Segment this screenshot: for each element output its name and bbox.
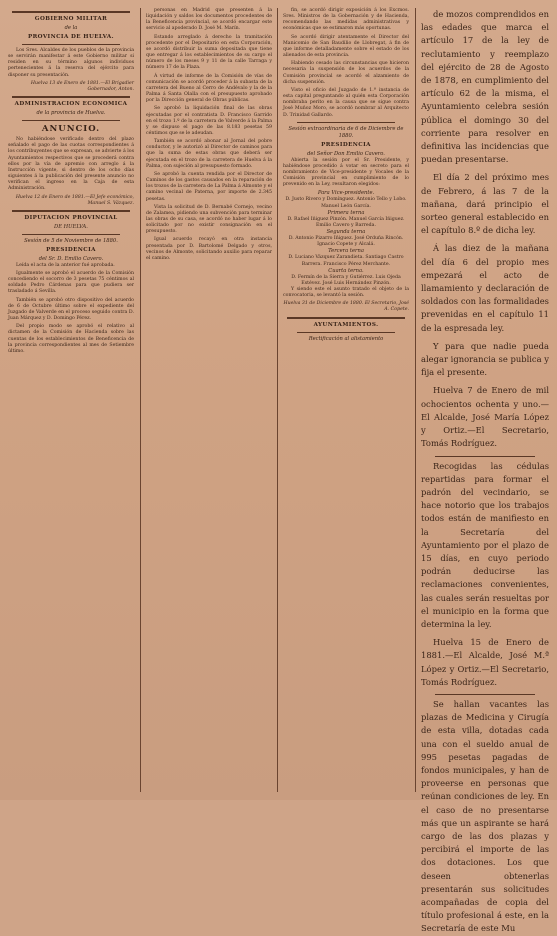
paragraph: personas en Madrid que presenten á la liquidación y saldos los documentos procedentes de la Beneficencia provincial, se acordó encargar este servicio al apoderado D. José M. Marín.	[146, 8, 272, 32]
gobierno-militar-heading: GOBIERNO MILITAR	[34, 16, 108, 22]
primera-terna-heading: Primera terna	[327, 209, 365, 216]
paragraph: Huelva 7 de Enero de mil ochocientos ochenta y uno.—El Alcalde, José María López y Ortiz.—El Secretario, Tomás Rodríguez.	[421, 385, 549, 449]
section-rule	[297, 122, 395, 123]
ayuntamientos-heading: AYUNTAMIENTOS.	[313, 321, 379, 328]
presidencia-sub: del Señor Don Emilio Cavero.	[307, 150, 385, 157]
paragraph: Abierta la sesión por el Sr. Presidente, y habiéndose procedido á votar en secreto para el nombramiento de Vice-presidente y Vocales de la Comisión provincial en cumplimiento de lo prevenido en la Ley, resultaron elegidos:	[283, 157, 409, 188]
paragraph: Y para que nadie pueda alegar ignorancia se publica y fija el presente.	[421, 340, 550, 378]
primera-names: D. Rafael Iñiguez Pinzón. Manuel García Iñiguez. Emilio Cavero y Barreda.	[287, 216, 405, 228]
paragraph: Visto el oficio del Juzgado de 1.ª instancia de esta capital preguntando al quién esta Corporación nombraba perito en la causa que se sigue contra José Muñoz Moro, se acordó nombrar al Arquitecto D. Trinidad Gallardo.	[283, 87, 409, 118]
column-2	[146, 8, 272, 792]
column-4	[421, 8, 550, 934]
section-rule	[435, 456, 535, 457]
section-rule	[435, 694, 535, 695]
paragraph: Recogidas las cédulas repartidas para formar el padrón del vecindario, se hace notorio que los trabajos todos están de manifiesto en la Secretaría del Ayuntamiento por el plazo de 15 días, en cuyo periodo podrán deducirse las reclamaciones convenientes, las cuales serán resueltas por el municipio en la forma que determina la ley.	[421, 460, 549, 629]
section-rule	[12, 96, 130, 98]
paragraph: Se acordó dirigir atentamente el Director del Manicomio de San Baudilio de Llobregat, á fin de que informe detalladamente sobre el estado de los alienados de esta provincia.	[283, 34, 409, 59]
administracion-heading: ADMINISTRACION ECONOMICA	[14, 101, 128, 108]
section-rule	[12, 210, 130, 212]
signature: Huelva 31 de Diciembre de 1880. El Secretario, José A. Copete.	[283, 301, 409, 313]
gobierno-militar-province: PROVINCIA DE HUELVA.	[27, 34, 114, 40]
segunda-names: D. Antonio Pizarro Iñiguez. José Orduña Rincón. Ignacio Copete y Alcalá.	[288, 236, 404, 248]
sesion-paragraph: Igualmente se aprobó el acuerdo de la Comisión concediendo el socorro de 3 pesetas 75 céntimos al soldado Pedro Cárdenas para que pudiera ser trasladado á Sevilla.	[8, 270, 134, 295]
presidencia-heading: PRESIDENCIA	[321, 141, 371, 148]
sesion-presidente: del Sr. D. Emilio Cavero.	[38, 255, 104, 262]
paragraph: Á virtud de informe de la Comisión de vías de comunicación se acordó proceder á la subasta de la carretera del Bueno al Cerro de Andévalo y la de la Palma á Santa Olalla con el presupuesto aprobado por la Dirección general de Obras públicas.	[146, 73, 272, 104]
paragraph: Y siendo este el asunto tratado el objeto de la convocatoria, se levantó la sesión.	[283, 287, 409, 299]
column-1	[8, 8, 134, 792]
paragraph: Habiendo cesado las circunstancias que hicieron necesaria la suspensión de los acuerdos de la Comisión provincial se acordó el alzamiento de dicha suspensión.	[283, 61, 409, 85]
sesion-paragraph: Del propio modo se aprobó el relativo al dictamen de la Comisión de Hacienda sobre las cuentas de los establecimientos de Beneficencia de la provincia correspondientes al mes de Setiembre último.	[8, 324, 134, 354]
gobierno-militar-sub: de la	[64, 25, 78, 31]
section-rule	[12, 11, 130, 13]
section-rule	[22, 120, 120, 121]
ayuntamientos-sub: Rectificación al alistamiento	[308, 335, 384, 342]
cuarta-terna-heading: Cuarta terna.	[328, 267, 364, 274]
diputacion-sub: DE HUELVA.	[54, 223, 88, 230]
paragraph: de mozos comprendidos en las edades que marca el artículo 17 de la ley de reclutamiento y reemplazo del ejército de 28 de Agosto de 1878, en cumplimiento del artículo 62 de la misma, el Ayuntamiento celebra sesión pública el domingo 30 del corriente para resolver en definitiva las incidencias que puedan presentarse.	[421, 9, 549, 165]
paragraph: El día 2 del próximo mes de Febrero, á las 7 de la mañana, dará principio el sorteo general establecido en el capítulo 8.º de dicha ley.	[421, 172, 549, 236]
sesion-presidencia: PRESIDENCIA	[46, 246, 96, 253]
anuncio-body: No habiéndose verificado dentro del plazo señalado el pago de las cuotas correspondientes á los contribuyentes que se expresan, se advierte á los Ayuntamientos respectivos que se procederá contra ellos por la vía de apremio con arreglo á la Instrucción vigente, si dentro de los ocho días siguientes á la publicación del presente anuncio no verifican el ingreso en la Caja de esta Administración.	[8, 137, 134, 192]
column-divider	[415, 8, 416, 792]
section-rule	[297, 332, 395, 333]
paragraph: fin, se acordó dirigir exposición á los Excmos. Sres. Ministros de la Gobernación y de Hacienda, recomendando las medidas administrativas y económicas que se estimaron más oportunas.	[283, 8, 409, 32]
paragraph: Igual acuerdo recayó en otra instancia presentada por D. Bartolomé Delgado y otros, vecinos de Almonte, solicitando auxilio para reparar el camino.	[146, 237, 272, 261]
diputacion-heading: DIPUTACION PROVINCIAL	[24, 214, 118, 221]
gobierno-date: Huelva 13 de Enero de 1881.—El Brigadier Gobernador, Anton.	[30, 80, 134, 92]
section-rule	[22, 234, 120, 235]
paragraph: Huelva 15 de Enero de 1881.—El Alcalde, José M.ª López y Ortiz.—El Secretario, Tomás Rodríguez.	[421, 637, 549, 687]
paragraph: Se aprobó la liquidación final de las obras ejecutadas por el contratista D. Francisco Garrido en el trozo 1.º de la carretera de Valverde á la Palma y se dispuso el pago de las 8.183 pesetas 59 céntimos que se le adeudan.	[146, 106, 272, 136]
vice-names: D. Justo Rivero y Domínguez. Antonio Tello y Lobo. Manuel León García.	[285, 197, 407, 209]
paragraph: Se hallan vacantes las plazas de Medicina y Cirugía de esta villa, dotadas cada una con el sueldo anual de 995 pesetas pagadas de fondos municipales, y han de proveerse en personas que reúnan condiciones de ley. En el caso de no presentarse más que un aspirante se hará cargo de las dos plazas y percibirá el importe de las dos dotaciones. Los que deseen obtenerlas presentarán sus solicitudes acompañadas de copia del título profesional á este, en la Secretaría de este Mu	[421, 698, 549, 934]
column-divider	[277, 8, 278, 792]
paragraph: Se aprobó la cuenta rendida por el Director de Caminos de los gastos causados en la reparación de los trozos de la carretera de La Palma á Almonte y el camino vecinal de Paterna, por importe de 2.345 pesetas.	[146, 171, 272, 202]
vice-presidente-heading: Para Vice-presidente.	[317, 190, 375, 197]
anuncio-date: Huelva 12 de Enero de 1881.—El Jefe económico, Manuel S. Vázquez.	[15, 194, 134, 206]
column-3	[283, 8, 409, 792]
gobierno-body: Los Sres. Alcaldes de los pueblos de la provincia se servirán manifestar á este Gobierno militar si residen en su término algunos individuos pertenecientes á la reserva del ejército para disponer su presentación.	[8, 48, 134, 78]
paragraph: Vista la solicitud de D. Bernabé Cornejo, vecino de Zalamea, pidiendo una subvención para terminar las obras de su casa, se acordó no haber lugar á lo solicitado por no existir consignación en el presupuesto.	[146, 204, 272, 235]
section-rule	[287, 317, 405, 319]
segunda-terna-heading: Segunda terna	[326, 229, 366, 236]
sesion-title: Sesión de 5 de Noviembre de 1880.	[24, 237, 118, 244]
paragraph: Estando arreglado á derecho la tramitación procedente por el Depositario en esta Corporación, se acordó distribuir la suma depositada que tiene que entregar á los establecimientos de su cargo el número de los meses 9 y 11 de la calle Tarraga y número 17 de la Plaza.	[146, 34, 272, 71]
sesion-paragraph: También se aprobó otro dispositivo del acuerdo de 6 de Octubre último sobre el expediente del Juzgado de Valverde en el proceso seguido contra D. Juan Márquez y D. Domingo Pérez.	[8, 297, 134, 322]
paragraph: Á las diez de la mañana del día 6 del propio mes empezará el acto de llamamiento y declaración de soldados con las formalidades prevenidas en el capítulo 11 de la espresada ley.	[421, 243, 549, 333]
sesion-extraordinaria-title: Sesión extraordinaria de 6 de Diciembre de 1880.	[288, 125, 404, 139]
administracion-sub: de la provincia de Huelva.	[36, 110, 106, 117]
section-rule	[22, 44, 120, 45]
column-divider	[140, 8, 141, 792]
tercera-names: D. Luciano Vázquez Zarandieta. Santiago Castro Barrera. Francisco Pérez Merchante.	[288, 255, 404, 267]
tercera-terna-heading: Tercera terna	[328, 248, 364, 255]
anuncio-heading: ANUNCIO.	[41, 124, 101, 135]
sesion-paragraph: Leída el acta de la anterior fué aprobada.	[16, 262, 115, 268]
cuarta-names: D. Fermín de la Sierra y Gutiérrez. Luis Ojeda Estévez. José Luis Hernández Pinzón.	[291, 274, 401, 286]
paragraph: También se acordó abonar al Jornal del pobre conductor, y le autorizó al Director de caminos para que la suma de estas obras que deberá ser ejecutada en el trozo de la carretera de Huelva á la Palma, con sujeción al presupuesto formado.	[146, 139, 272, 169]
